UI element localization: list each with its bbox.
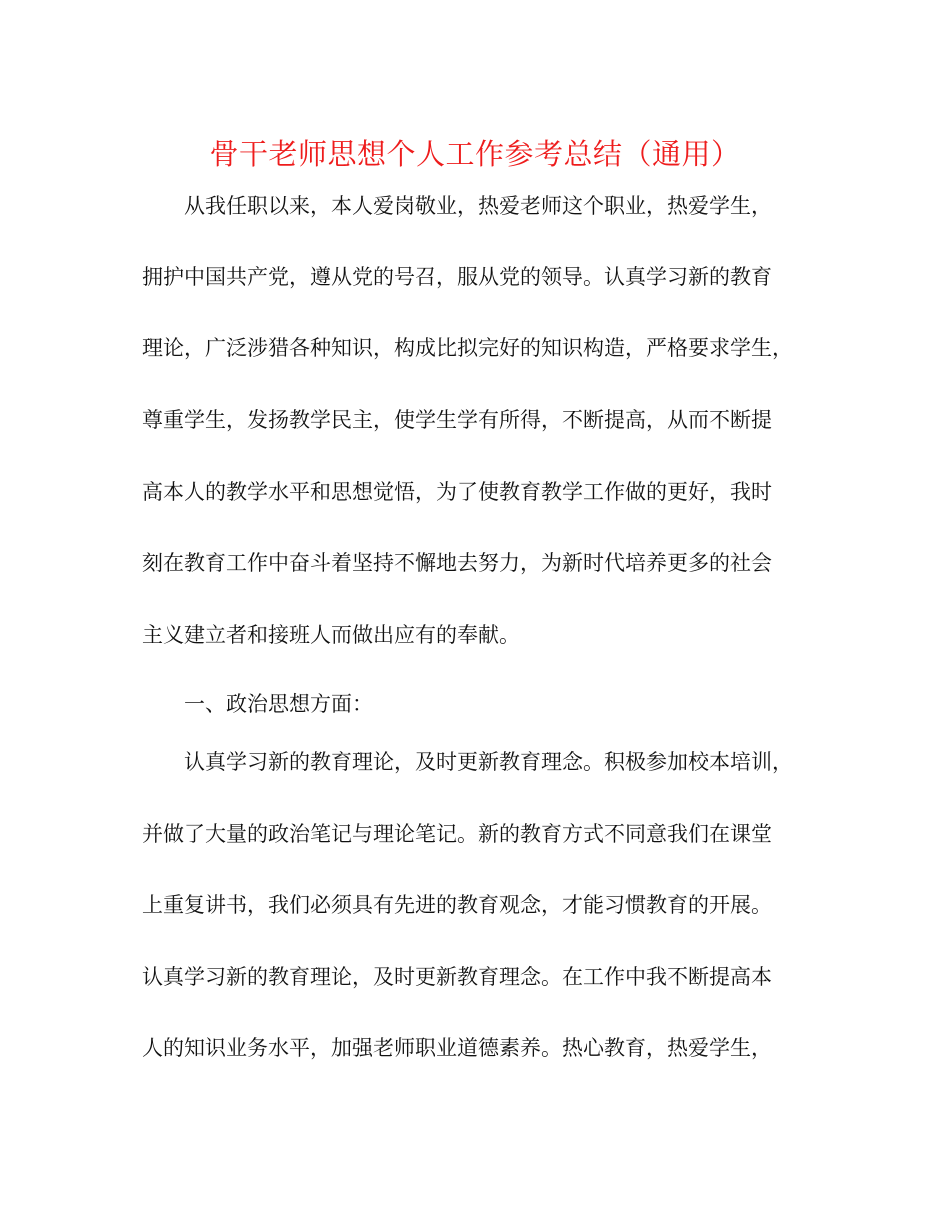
- section-heading: 一、政治思想方面：: [184, 692, 373, 716]
- paragraph-line: 主义建立者和接班人而做出应有的奉献。: [142, 623, 520, 647]
- paragraph-line: 从我任职以来，本人爱岗敬业，热爱老师这个职业，热爱学生，: [184, 194, 772, 218]
- paragraph-line: 上重复讲书，我们必须具有先进的教育观念，才能习惯教育的开展。: [142, 893, 772, 917]
- paragraph-line: 拥护中国共产党，遵从党的号召，服从党的领导。认真学习新的教育: [142, 265, 772, 289]
- paragraph-line: 理论，广泛涉猎各种知识，构成比拟完好的知识构造，严格要求学生，: [142, 336, 793, 360]
- paragraph-line: 认真学习新的教育理论，及时更新教育理念。在工作中我不断提高本: [142, 965, 772, 989]
- paragraph-line: 认真学习新的教育理论，及时更新教育理念。积极参加校本培训，: [184, 750, 793, 774]
- paragraph-line: 尊重学生，发扬教学民主，使学生学有所得，不断提高，从而不断提: [142, 408, 772, 432]
- document-title: 骨干老师思想个人工作参考总结（通用）: [209, 137, 741, 171]
- paragraph-line: 并做了大量的政治笔记与理论笔记。新的教育方式不同意我们在课堂: [142, 822, 772, 846]
- paragraph-line: 高本人的教学水平和思想觉悟，为了使教育教学工作做的更好，我时: [142, 480, 772, 504]
- paragraph-line: 人的知识业务水平，加强老师职业道德素养。热心教育，热爱学生，: [142, 1036, 772, 1060]
- paragraph-line: 刻在教育工作中奋斗着坚持不懈地去努力，为新时代培养更多的社会: [142, 551, 772, 575]
